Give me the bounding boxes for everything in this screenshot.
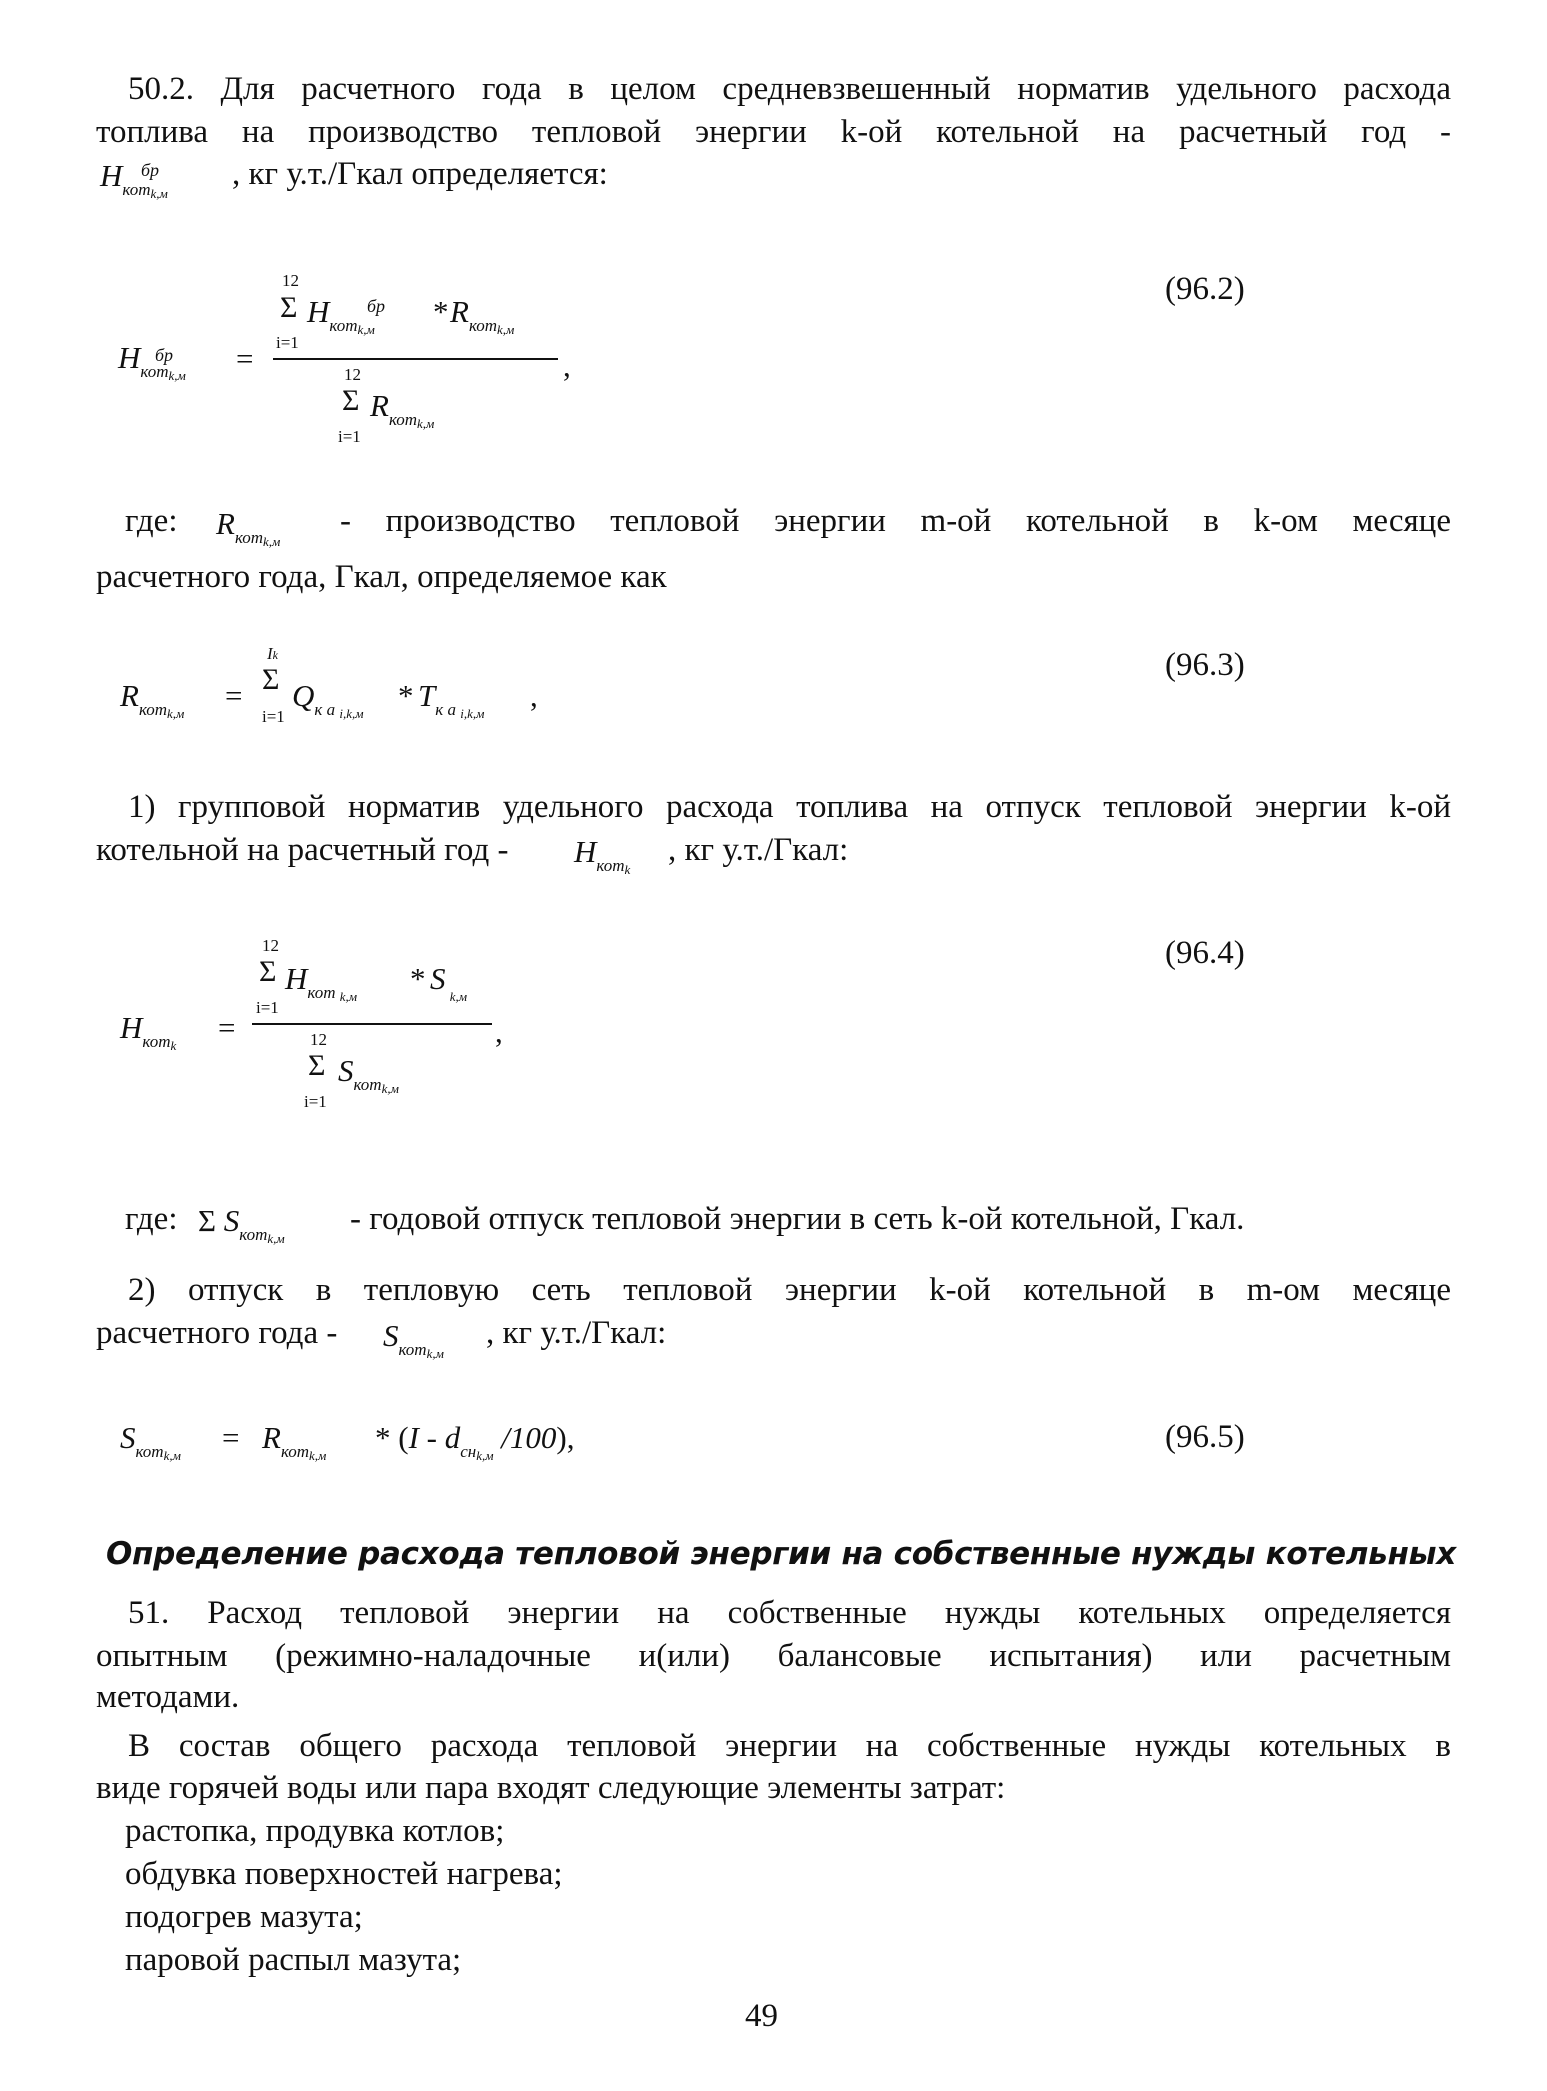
p2-line1: В состав общего расхода тепловой энергии на собственные нужды котельных в: [128, 1728, 1451, 1764]
document-page: 50.2. Для расчетного года в целом средневзвешенный норматив удельного расхода топлива на производство тепловой энергии k-ой котельной на расчетный год - $H_{котk,м}$ бр , кг у.т./Гкал определяется: $H_{котk,м}$ бр = 12 Σ i=1 $H_{котk,м}$ бр * $R_{котk,м}$ , 12 Σ i=1 $R_{котk,м}$ (96.2) где: $R_{котk,м}$ - производство тепловой энергии m-ой котельной в k-ом месяце расчетного года, Гкал, определяемое как $R_{котk,м}$ = Ik Σ i=1 $Q_{к а i,k,м}$ * $T_{к а i,k,м}$ , (96.3) 1) групповой норматив удельного расхода топлива на отпуск тепловой энергии k-ой котельной на расчетный год - $H_{котk}$ , кг у.т./Гкал: $H_{котk}$ = 12 Σ i=1 $H_{кот k,м}$ * S $_{k,м}$ , 12 Σ i=1 $S_{котk,м}$ (96.4) где: Σ $S_{котk,м}$ - годовой отпуск тепловой энергии в сеть k-ой котельной, Гкал. 2) отпуск в тепловую сеть тепловой энергии k-ой котельной в m-ом месяце расчетного года - $S_{котk,м}$ , кг у.т./Гкал: $S_{котk,м}$ = $R_{котk,м}$ * ($I - d_{снk,м}$ /100), (96.5) Определение расхода тепловой энергии на собственные нужды котельных 51. Расход тепловой энергии на собственные нужды котельных определяется опытным (режимно-наладочные и(или) балансовые испытания) или расчетным методами. В состав общего расхода тепловой энергии на собственные нужды котельных в виде горячей воды или пара входят следующие элементы затрат: растопка, продувка котлов; обдувка поверхностей нагрева; подогрев мазута; паровой распыл мазута; 49: [0, 0, 1547, 2091]
p51-line3: методами.: [96, 1679, 240, 1715]
item1-line2-post: , кг у.т./Гкал:: [668, 832, 849, 868]
list-item: растопка, продувка котлов;: [125, 1813, 505, 1849]
page-number: 49: [745, 1998, 778, 2034]
sup-br: бр: [141, 160, 160, 180]
item2-line2-post: , кг у.т./Гкал:: [486, 1315, 667, 1351]
equation-label-96-5: (96.5): [1165, 1419, 1245, 1455]
symbol-R-kot: $R_{котk,м}$: [216, 506, 281, 549]
symbol-S-kot: $S_{котk,м}$: [383, 1318, 444, 1361]
p2-line2: виде горячей воды или пара входят следующие элементы затрат:: [96, 1770, 1006, 1806]
where-R-rest: - производство тепловой энергии m-ой котельной в k-ом месяце: [340, 503, 1451, 539]
p51-line1: 51. Расход тепловой энергии на собственные нужды котельных определяется: [128, 1595, 1451, 1631]
where-R-prefix: где:: [125, 503, 178, 539]
symbol-H-kot-k: $H_{котk}$: [574, 834, 631, 877]
where-S-prefix: где:: [125, 1201, 178, 1237]
p50-2-line1: 50.2. Для расчетного года в целом средневзвешенный норматив удельного расхода: [128, 71, 1451, 107]
where-S-rest: - годовой отпуск тепловой энергии в сеть k-ой котельной, Гкал.: [350, 1201, 1245, 1237]
item1-line2-pre: котельной на расчетный год -: [96, 832, 509, 868]
p50-2-line2: топлива на производство тепловой энергии k-ой котельной на расчетный год -: [96, 114, 1451, 150]
item2-line2-pre: расчетного года -: [96, 1315, 338, 1351]
list-item: подогрев мазута;: [125, 1899, 363, 1935]
p50-2-line3: , кг у.т./Гкал определяется:: [232, 156, 608, 192]
equation-label-96-4: (96.4): [1165, 935, 1245, 971]
list-item: паровой распыл мазута;: [125, 1942, 462, 1978]
formula-inline-H-br: $H_{котk,м}$: [100, 158, 168, 201]
symbol-sum-S-kot: Σ $S_{котk,м}$: [198, 1203, 285, 1246]
list-item: обдувка поверхностей нагрева;: [125, 1856, 563, 1892]
where-R-line2: расчетного года, Гкал, определяемое как: [96, 559, 667, 595]
p51-line2: опытным (режимно-наладочные и(или) балансовые испытания) или расчетным: [96, 1638, 1451, 1674]
item1-line1: 1) групповой норматив удельного расхода топлива на отпуск тепловой энергии k-ой: [128, 789, 1451, 825]
equation-label-96-2: (96.2): [1165, 271, 1245, 307]
item2-line1: 2) отпуск в тепловую сеть тепловой энергии k-ой котельной в m-ом месяце: [128, 1272, 1451, 1308]
section-heading: Определение расхода тепловой энергии на собственные нужды котельных: [106, 1536, 1456, 1572]
equation-label-96-3: (96.3): [1165, 647, 1245, 683]
